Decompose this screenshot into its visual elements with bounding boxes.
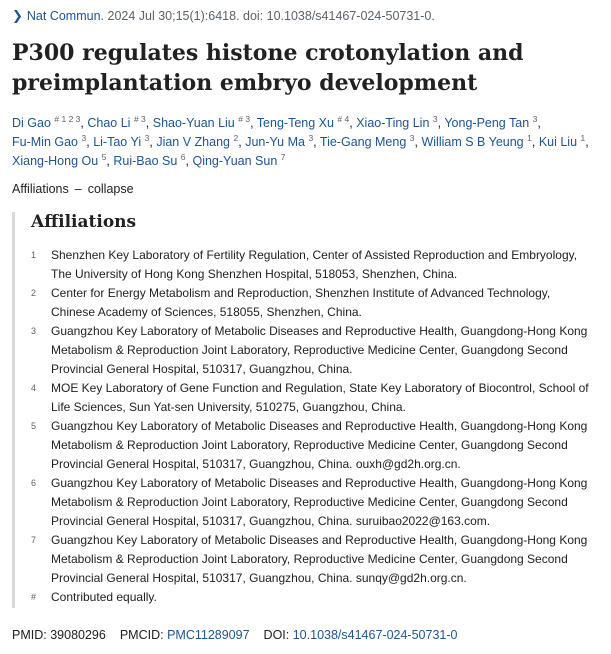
author-item <box>192 154 285 168</box>
pmid-label: PMID: <box>12 628 47 642</box>
affiliation-number: 5 <box>31 421 37 431</box>
doi-label: DOI: <box>263 628 290 642</box>
author-item: Li-Tao Yi $^3$, <box>93 133 153 149</box>
affiliation-number: 2 <box>31 288 37 298</box>
author-link[interactable]: Tie-Gang Meng <box>319 135 407 149</box>
author-affiliation-marker[interactable]: 1 <box>527 133 532 143</box>
author-item: Xiao-Ting Lin $^3$, <box>356 114 442 130</box>
author-item: Shao-Yuan Liu $^{\# 3}$, <box>152 114 254 130</box>
author-link[interactable]: Li-Tao Yi <box>93 135 142 149</box>
author-link[interactable]: Rui-Bao Su <box>113 154 178 168</box>
author-link[interactable]: Qing-Yuan Sun <box>192 154 278 168</box>
author-affiliation-marker[interactable]: 3 <box>308 133 314 143</box>
affiliation-text: MOE Key Laboratory of Gene Function and Regulation, State Key Laboratory of Biocontrol, School of Life Sciences, Sun Yat-sen University, 510275, Guangzhou, China. <box>51 381 589 414</box>
author-item: Tie-Gang Meng $^3$, <box>319 133 418 149</box>
affiliation-item <box>31 417 591 474</box>
author-link[interactable]: Yong-Peng Tan <box>444 116 530 130</box>
affiliation-item <box>31 531 591 588</box>
author-link[interactable]: Di Gao <box>12 116 51 130</box>
author-affiliation-marker[interactable]: 3 <box>409 133 415 143</box>
author-affiliation-marker[interactable]: 6 <box>180 152 186 162</box>
author-item: Kui Liu $^1$, <box>538 133 589 149</box>
identifiers-line <box>12 628 457 642</box>
affiliation-text: Guangzhou Key Laboratory of Metabolic Diseases and Reproductive Health, Guangdong-Hong Kong Metabolism & Reproduction Joint Laboratory, Reproductive Medicine Center, Guangdong Second Provincial General Hospital, 510317, Guangzhou, China. sunqy@gd2h.org.cn. <box>51 533 588 585</box>
chevron-right-icon[interactable]: ❯ <box>12 8 23 23</box>
affiliation-item <box>31 588 591 607</box>
author-item: Chao Li $^{\# 3}$, <box>87 114 150 130</box>
affiliation-number: 4 <box>31 383 37 393</box>
author-affiliation-marker[interactable]: 1 <box>580 133 586 143</box>
pmid-value: 39080296 <box>50 628 106 642</box>
author-affiliation-marker[interactable]: 7 <box>280 152 286 162</box>
author-item: Jian V Zhang $^2$, <box>156 133 242 149</box>
author-affiliation-marker[interactable]: 3 <box>432 114 438 124</box>
affiliations-list <box>31 246 591 607</box>
doi-link[interactable]: 10.1038/s41467-024-50731-0 <box>292 628 458 642</box>
affiliations-heading: Affiliations <box>31 212 137 232</box>
author-item: Jun-Yu Ma $^3$, <box>245 133 317 149</box>
author-link[interactable]: Fu-Min Gao <box>12 135 78 149</box>
affiliation-item <box>31 474 591 531</box>
author-affiliation-marker[interactable]: 3 <box>532 114 538 124</box>
author-affiliation-marker[interactable]: # 4 <box>337 114 350 124</box>
affiliations-toggle-label: Affiliations <box>12 182 69 196</box>
author-item: Fu-Min Gao $^3$, <box>12 133 90 149</box>
affiliation-text: Guangzhou Key Laboratory of Metabolic Diseases and Reproductive Health, Guangdong-Hong Kong Metabolism & Reproduction Joint Laboratory, Reproductive Medicine Center, Guangdong Second Provincial General Hospital, 510317, Guangzhou, China. suruibao2022@163.com. <box>51 476 588 528</box>
author-link[interactable]: Jian V Zhang <box>156 135 230 149</box>
author-link[interactable]: Jun-Yu Ma <box>245 135 305 149</box>
affiliation-number: 3 <box>31 326 37 336</box>
author-affiliation-marker[interactable]: 2 <box>233 133 239 143</box>
author-affiliation-marker[interactable]: # 3 <box>133 114 146 124</box>
affiliation-text: Guangzhou Key Laboratory of Metabolic Diseases and Reproductive Health, Guangdong-Hong Kong Metabolism & Reproduction Joint Laboratory, Reproductive Medicine Center, Guangdong Second Provincial General Hospital, 510317, Guangzhou, China. ouxh@gd2h.org.cn. <box>51 419 588 471</box>
author-item: Xiang-Hong Ou $^5$, <box>12 152 110 168</box>
affiliation-text: Guangzhou Key Laboratory of Metabolic Diseases and Reproductive Health, Guangdong-Hong Kong Metabolism & Reproduction Joint Laboratory, Reproductive Medicine Center, Guangdong Second Provincial General Hospital, 510317, Guangzhou, China. <box>51 324 588 376</box>
author-item: William S B Yeung $^1$, <box>421 133 536 149</box>
author-item: Yong-Peng Tan $^3$, <box>444 114 541 130</box>
affiliations-toggle <box>12 182 134 196</box>
author-affiliation-marker[interactable]: 5 <box>101 152 107 162</box>
author-list <box>12 114 602 171</box>
affiliation-number: 7 <box>31 535 37 545</box>
author-link[interactable]: Shao-Yuan Liu <box>152 116 235 130</box>
affiliation-item <box>31 284 591 322</box>
affiliation-text: Center for Energy Metabolism and Reproduction, Shenzhen Institute of Advanced Technology, Chinese Academy of Sciences, 518055, Shenzhen, China. <box>51 286 551 319</box>
affiliation-item <box>31 246 591 284</box>
affiliation-number: 6 <box>31 478 37 488</box>
author-affiliation-marker[interactable]: # 1 2 3 <box>54 114 81 124</box>
affiliation-text: Contributed equally. <box>51 590 157 604</box>
author-affiliation-marker[interactable]: # 3 <box>238 114 251 124</box>
affiliation-text: Shenzhen Key Laboratory of Fertility Regulation, Center of Assisted Reproduction and Embryology, The University of Hong Kong Shenzhen Hospital, 518053, Shenzhen, China. <box>51 248 578 281</box>
affiliation-number: 1 <box>31 250 37 260</box>
author-link[interactable]: Teng-Teng Xu <box>256 116 334 130</box>
author-link[interactable]: William S B Yeung <box>421 135 524 149</box>
author-link[interactable]: Chao Li <box>87 116 131 130</box>
author-link[interactable]: Xiang-Hong Ou <box>12 154 99 168</box>
collapse-button[interactable]: collapse <box>87 182 134 196</box>
author-link[interactable]: Xiao-Ting Lin <box>356 116 430 130</box>
affiliations-panel <box>12 212 605 608</box>
author-item: Teng-Teng Xu $^{\# 4}$, <box>256 114 353 130</box>
citation-line <box>12 8 435 24</box>
author-affiliation-marker[interactable]: 3 <box>81 133 87 143</box>
author-link[interactable]: Kui Liu <box>538 135 578 149</box>
journal-link[interactable]: Nat Commun. <box>26 9 105 23</box>
affiliation-item <box>31 322 591 379</box>
author-item: Rui-Bao Su $^6$, <box>113 152 189 168</box>
citation-details: 2024 Jul 30;15(1):6418. doi: 10.1038/s41467-024-50731-0. <box>107 9 435 23</box>
affiliation-number: # <box>31 592 37 602</box>
author-affiliation-marker[interactable]: 3 <box>144 133 150 143</box>
author-item: Di Gao $^{\# 1 2 3}$, <box>12 114 84 130</box>
pmcid-link[interactable]: PMC11289097 <box>167 628 250 642</box>
toggle-dash: – <box>74 182 82 196</box>
pmcid-label: PMCID: <box>119 628 164 642</box>
article-title: P300 regulates histone crotonylation and preimplantation embryo development <box>12 40 524 96</box>
affiliation-item <box>31 379 591 417</box>
